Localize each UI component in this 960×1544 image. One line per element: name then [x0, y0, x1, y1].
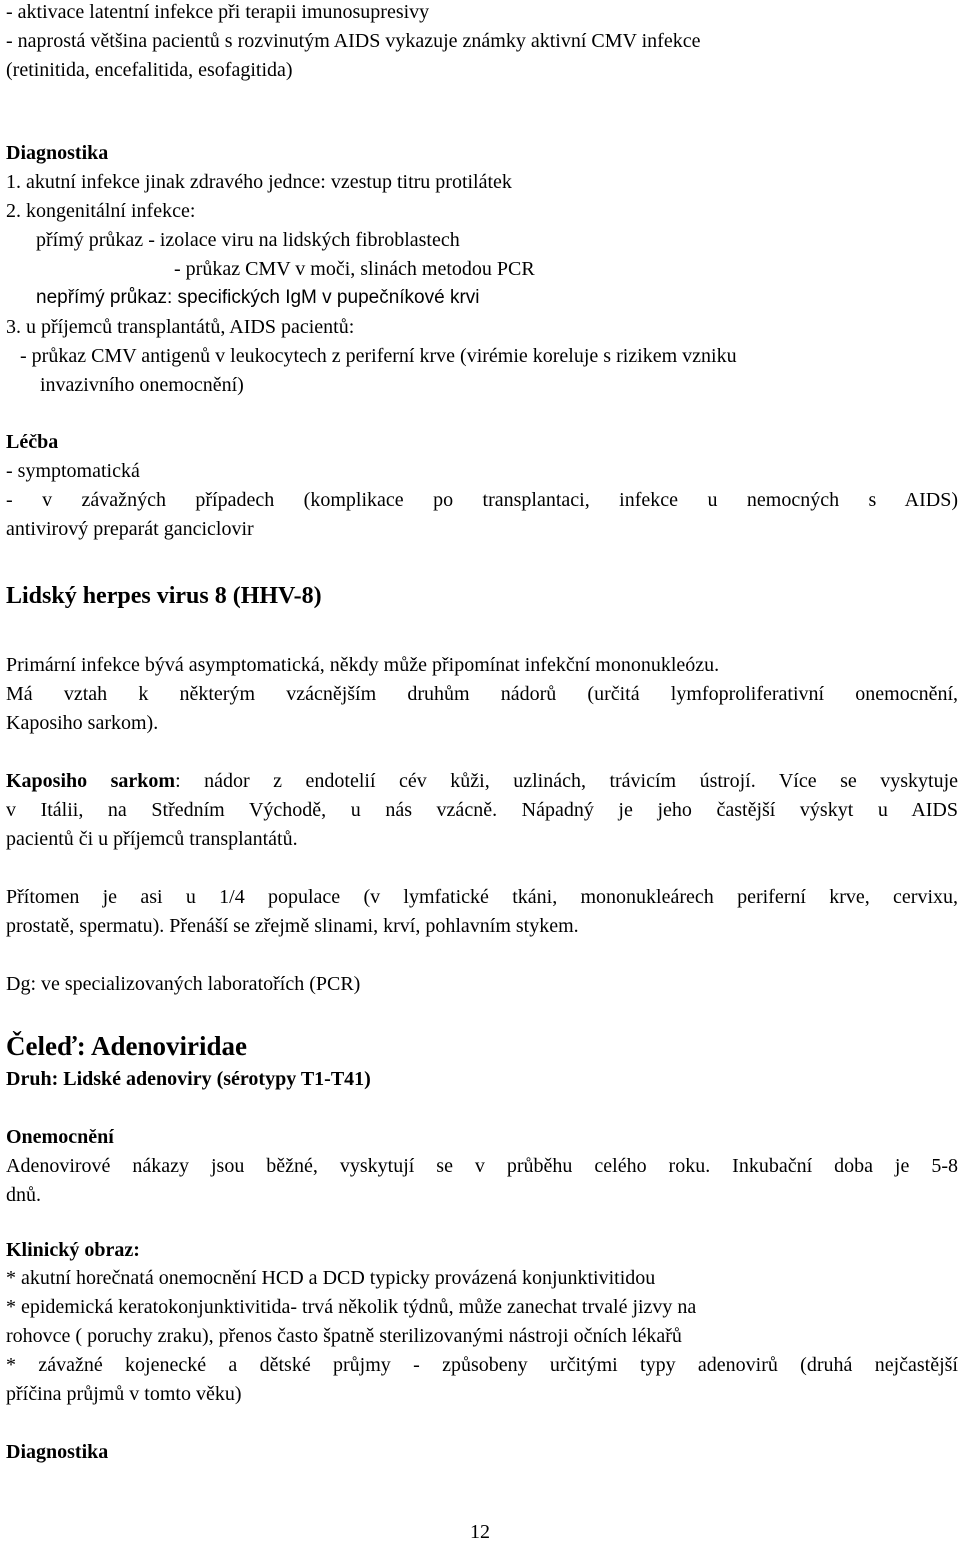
hhv8-p3-line-1: Přítomen je asi u 1/4 populace (v lymfatické tkáni, mononukleárech periferní krve, cervixu,	[6, 886, 958, 908]
diagnostika-item-2a: přímý průkaz - izolace viru na lidských fibroblastech	[36, 229, 460, 251]
top-line-2: - naprostá většina pacientů s rozvinutým AIDS vykazuje známky aktivní CMV infekce	[6, 30, 701, 52]
lecba-line-2: - v závažných případech (komplikace po transplantaci, infekce u nemocných s AIDS)	[6, 489, 958, 511]
diagnostika-item-3b: invazivního onemocnění)	[40, 374, 244, 396]
klinicky-item-3: * závažné kojenecké a dětské průjmy - způsobeny určitými typy adenovirů (druhá nejčastější	[6, 1354, 958, 1376]
hhv8-heading: Lidský herpes virus 8 (HHV-8)	[6, 583, 322, 609]
klinicky-item-2-cont: rohovce ( poruchy zraku), přenos často špatně sterilizovanými nástroji očních lékařů	[6, 1325, 682, 1347]
hhv8-p1-line-2: Má vztah k některým vzácnějším druhům nádorů (určitá lymfoproliferativní onemocnění,	[6, 683, 958, 705]
diagnostika-item-3: 3. u příjemců transplantátů, AIDS pacientů:	[6, 316, 355, 338]
diagnostika-item-3a: - průkaz CMV antigenů v leukocytech z periferní krve (virémie koreluje s rizikem vzniku	[20, 345, 737, 367]
klinicky-obraz-heading: Klinický obraz:	[6, 1239, 140, 1261]
klinicky-item-1: * akutní horečnatá onemocnění HCD a DCD typicky provázená konjunktivitidou	[6, 1267, 656, 1289]
diagnostika-item-2: 2. kongenitální infekce:	[6, 200, 196, 222]
adeno-family-heading: Čeleď: Adenoviridae	[6, 1031, 248, 1061]
hhv8-dg: Dg: ve specializovaných laboratořích (PCR)	[6, 973, 361, 995]
hhv8-p2-line-2: v Itálii, na Středním Východě, u nás vzácně. Nápadný je jeho častější výskyt u AIDS	[6, 799, 958, 821]
klinicky-item-3-cont: příčina průjmů v tomto věku)	[6, 1383, 242, 1405]
onemocneni-line-2: dnů.	[6, 1184, 41, 1206]
onemocneni-heading: Onemocnění	[6, 1126, 114, 1148]
diagnostika-item-2c: nepřímý průkaz: specifických IgM v pupečníkové krvi	[36, 287, 480, 308]
lecba-heading: Léčba	[6, 431, 59, 453]
hhv8-p1-line-1: Primární infekce bývá asymptomatická, někdy může připomínat infekční mononukleózu.	[6, 654, 720, 676]
diagnostika-item-2b: - průkaz CMV v moči, slinách metodou PCR	[174, 258, 535, 280]
lecba-line-3: antivirový preparát ganciclovir	[6, 518, 254, 540]
page-number: 12	[470, 1521, 490, 1543]
kaposi-label: Kaposiho sarkom	[6, 770, 176, 792]
diagnostika-heading: Diagnostika	[6, 142, 109, 164]
hhv8-p3-line-2: prostatě, spermatu). Přenáší se zřejmě slinami, krví, pohlavním stykem.	[6, 915, 579, 937]
adeno-species-heading: Druh: Lidské adenoviry (sérotypy T1-T41)	[6, 1068, 371, 1090]
onemocneni-line-1: Adenovirové nákazy jsou běžné, vyskytují se v průběhu celého roku. Inkubační doba je 5-8	[6, 1155, 958, 1177]
klinicky-item-2: * epidemická keratokonjunktivitida- trvá několik týdnů, může zanechat trvalé jizvy na	[6, 1296, 697, 1318]
hhv8-p2-line-1	[6, 768, 958, 794]
hhv8-p1-line-3: Kaposiho sarkom).	[6, 712, 159, 734]
hhv8-p2-line-3: pacientů či u příjemců transplantátů.	[6, 828, 298, 850]
hhv8-p2-line-1-text: : nádor z endotelií cév kůži, uzlinách, trávicím ústrojí. Více se vyskytuje	[175, 770, 958, 792]
diagnostika-item-1: 1. akutní infekce jinak zdravého jednce: vzestup titru protilátek	[6, 171, 512, 193]
top-line-1: - aktivace latentní infekce při terapii imunosupresivy	[6, 1, 430, 23]
top-line-3: (retinitida, encefalitida, esofagitida)	[6, 59, 293, 81]
diagnostika-heading-2: Diagnostika	[6, 1441, 109, 1463]
lecba-line-1: - symptomatická	[6, 460, 140, 482]
